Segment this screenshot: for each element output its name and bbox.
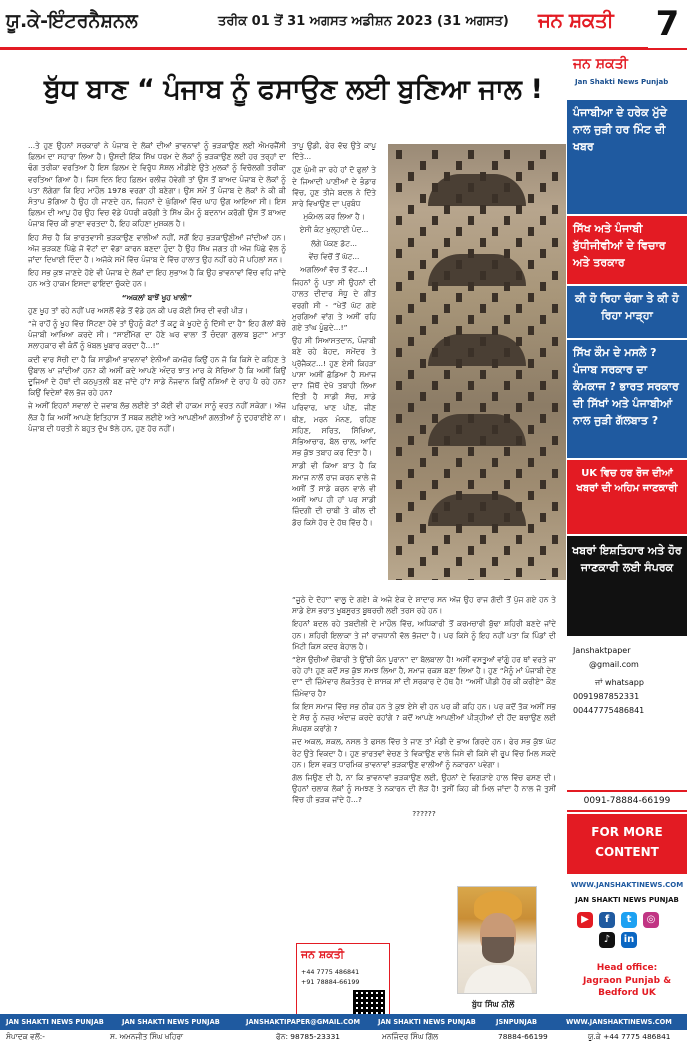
image-arch (428, 414, 526, 446)
whatsapp-label: ਜਾਂ whatsapp (595, 678, 644, 687)
article-paragraph: ...ਤੇ ਹੁਣ ਉਹਨਾਂ ਸਰਕਾਰਾਂ ਨੇ ਪੰਜਾਬ ਦੇ ਲੋਕਾਂ ਦੀਆਂ ਭਾਵਨਾਵਾਂ ਨੂੰ ਭੜਕਾਉਣ ਲਈ ਐਮਰਜੈਂਸੀ ਫ਼ਿਲਮ ਦਾ ਸਹਾਰਾ ਲਿਆ ਹੈ। ਉਸਦੀ ਇੱਕ ਸਿੱਖ ਧਰਮ ਦੇ ਲੋਕਾਂ ਨੂੰ ਭੜਕਾਉਣ ਲਈ ਹਰ ਤਰ੍ਹਾਂ ਦਾ ਢੰਗ ਤਰੀਕਾ ਵਰਤਿਆ ਹੈ ਇਸ ਫ਼ਿਲਮ ਦੇ ਵਿਰੁੱਧ ਸੋਸ਼ਲ ਮੀਡੀਏ ਉਤੇ ਮੁਲਕਾਂ ਨੂੰ ਵਿਚੋਲਗੀ ਤਰੀਕਾ ਵਰਤਿਆ ਗਿਆ ਹੈ। ਜਿਸ ਦਿਨ ਇਹ ਫ਼ਿਲਮ ਰਲੀਜ਼ ਹੋਵੇਗੀ ਤਾਂ ਉਸ ਤੋਂ ਬਾਅਦ ਪੰਜਾਬ ਦੇ ਲੋਕਾਂ ਨੂੰ ਪਤਾ ਲੱਗੇਗਾ ਕਿ ਇਹ ਮਾਹੌਲ 1978 ਵਰਗਾ ਹੀ ਬਣੇਗਾ। ਉਸ ਸਮੇਂ ਤੋਂ ਪੰਜਾਬ ਦੇ ਲੋਕਾਂ ਨੇ ਕੀ ਕੀ ਸੰਤਾਪ ਭੋਗਿਆ ਹੈ ਉਹ ਹੀ ਜਾਣਦੇ ਹਨ, ਜਿਹਨਾਂ ਦੇ ਘੁੱਗਿਆਂ ਵਿੱਚ ਘਾਹ ਉਗ ਆਇਆ ਸੀ। ਇਸ ਫ਼ਿਲਮ ਦੀ ਆਪੂ ਹੋਰ ਉਹ ਵਿਚ ਵੱਡੇ ਪੱਧਰੀ ਕਰੋਗੀ ਤੇ ਸਿੱਖ ਕੌਮ ਨੂੰ ਬਦਨਾਮ ਕਰੋਗੀ ਉਸ ਤੋਂ ਬਾਅਦ ਪੰਜਾਬ ਵਿੱਚ ਕੀ ਭਾਣਾ ਵਰਤਦਾ ਹੈ, ਇਹ ਕਹਿਣਾ ਮੁਸ਼ਕਲ ਹੈ। (28, 141, 286, 229)
stepwell-niche (420, 161, 426, 170)
sidebar-block-good-bad: ਕੀ ਹੋ ਰਿਹਾ ਚੰਗਾ ਤੇ ਕੀ ਹੋ ਰਿਹਾ ਮਾੜ੍ਹਾ (567, 286, 687, 338)
author-photo (457, 886, 537, 994)
linkedin-icon[interactable]: in (621, 932, 637, 948)
stepwell-niche (444, 436, 450, 445)
stepwell-niche (456, 227, 462, 236)
stepwell-niche (444, 370, 450, 379)
stepwell-niche (444, 238, 450, 247)
youtube-icon[interactable]: ▶ (577, 912, 593, 928)
stepwell-niche (444, 304, 450, 313)
article-paragraph: ਜਿਹਨਾਂ ਨੂੰ ਪਤਾ ਸੀ ਉਹਨਾਂ ਦੀ ਹਾਲਤ ਦੀਦਾਰ ਸੰਧੂ ਦੇ ਗੀਤ ਵਰਗੀ ਸੀ - “ਖੇਤੋਂ ਘੱਟ ਗਏ ਮੁਰਗਿਆਂ ਵਾਂਗ ਤੇ ਅਸੀਂ ਰਹਿ ਗਏ ਤਾਂਘ ਪੂੰਛਦੇ...!” (292, 278, 376, 333)
stepwell-niche (480, 238, 486, 247)
article-paragraph: ਕਿ ਇਸ ਸਮਾਜ ਵਿੱਚ ਸਭ ਠੀਕ ਹਨ ਤੇ ਕੁਝ ਏਸੇ ਵੀ ਹਨ ਪਰ ਕੀ ਕਹਿ ਹਨ। ਪਰ ਕਦੋਂ ਤੱਕ ਅਸੀਂ ਸਭ ਦੇ ਸੱਚ ਨੂੰ ਨਜ਼ਰ ਅੰਦਾਜ਼ ਕਰਦੇ ਰਹਾਂਗੇ ? ਕਦੋਂ ਆਪਣੇ ਆਪਣੀਆਂ ਪੀੜ੍ਹੀਆਂ ਦੀ ਹੋਂਦ ਬਚਾਉਣ ਲਈ ਸੰਘਰਸ਼ ਕਰਾਂਗੇ ? (292, 701, 556, 734)
article-paragraph: ਹੁਣ ਖੂਹ ਤਾਂ ਰਹੇ ਨਹੀਂ ਪਰ ਅਸਲੋਂ ਵੱਡੇ ਤੋਂ ਵੱਡੇ ਹਨ ਕੀ ਪਰ ਕੋਈ ਸਿਰ ਦੀ ਵਰੀ ਪੀੜ। (28, 305, 248, 315)
stepwell-niche (492, 161, 498, 170)
stepwell-niche (528, 557, 534, 566)
stepwell-niche (528, 524, 534, 533)
editor-name: ਸ. ਅਮਨਜੀਤ ਸਿੰਘ ਖਹਿਰਾ (110, 1032, 184, 1041)
stepwell-niche (504, 381, 510, 390)
stepwell-niche (552, 502, 558, 511)
stepwell-niche (540, 348, 546, 357)
ad-line: +91 78884-66199 (301, 978, 360, 986)
facebook-icon[interactable]: f (599, 912, 615, 928)
stepwell-niche (468, 480, 474, 489)
stepwell-niche (456, 557, 462, 566)
tiktok-icon[interactable]: ♪ (599, 932, 615, 948)
edition-date: ਤਰੀਕ 01 ਤੋਂ 31 ਅਗਸਤ ਅਡੀਸ਼ਨ 2023 (31 ਅਗਸਤ) (218, 14, 509, 29)
stepwell-niche (540, 315, 546, 324)
masthead-logo: ਜਨ ਸ਼ਕਤੀ (538, 8, 614, 32)
stepwell-niche (468, 249, 474, 258)
stepwell-niche (432, 546, 438, 555)
stepwell-niche (396, 249, 402, 258)
twitter-icon[interactable]: t (621, 912, 637, 928)
footer-link-youtube[interactable]: JAN SHAKTI NEWS PUNJAB (6, 1018, 104, 1026)
stepwell-niche (504, 282, 510, 291)
social-icons (577, 912, 677, 952)
article-verse: ਮੁਕੰਮਲ ਕਰ ਲਿਆ ਹੈ। (303, 212, 365, 222)
stepwell-niche (468, 216, 474, 225)
stepwell-niche (420, 194, 426, 203)
manager-phone: 78884-66199 (498, 1032, 548, 1041)
stepwell-niche (456, 161, 462, 170)
stepwell-niche (492, 491, 498, 500)
stepwell-niche (504, 348, 510, 357)
manager-name: ਮਨਜਿੰਦਰ ਸਿੰਘ ਗਿੱਲ (382, 1032, 439, 1041)
stepwell-niche (408, 172, 414, 181)
stepwell-niche (420, 557, 426, 566)
stepwell-niche (420, 524, 426, 533)
stepwell-niche (504, 150, 510, 159)
stepwell-niche (504, 183, 510, 192)
stepwell-niche (480, 403, 486, 412)
stepwell-niche (480, 304, 486, 313)
stepwell-niche (528, 227, 534, 236)
stepwell-niche (456, 260, 462, 269)
stepwell-niche (468, 546, 474, 555)
stepwell-niche (408, 436, 414, 445)
stepwell-niche (468, 315, 474, 324)
stepwell-niche (396, 414, 402, 423)
article-verse: ਲੱਗੇ ਪੱਕਣ ਡੱਟ... (310, 238, 358, 248)
page-header (0, 0, 687, 50)
stepwell-niche (528, 293, 534, 302)
stepwell-niche (468, 579, 474, 580)
stepwell-niche (492, 557, 498, 566)
website-link[interactable]: WWW.JANSHAKTINEWS.COM (570, 881, 684, 889)
stepwell-niche (540, 150, 546, 159)
stepwell-niche (408, 568, 414, 577)
whatsapp-number[interactable]: 00447775486841 (573, 706, 645, 715)
stepwell-niche (516, 304, 522, 313)
ad-line: +44 7775 486841 (301, 968, 360, 976)
stepwell-niche (420, 359, 426, 368)
stepwell-niche (468, 150, 474, 159)
stepwell-niche (396, 546, 402, 555)
sidebar-block-uk-news: UK ਵਿਚ ਹਰ ਰੋਜ ਦੀਆਂ ਖਬਰਾਂ ਦੀ ਅਹਿਮ ਜਾਣਕਾਰੀ (567, 460, 687, 534)
stepwell-niche (552, 535, 558, 544)
stepwell-niche (480, 568, 486, 577)
stepwell-niche (528, 260, 534, 269)
stepwell-niche (420, 260, 426, 269)
page-footer (0, 1014, 687, 1043)
stepwell-niche (504, 315, 510, 324)
article-verse: ਅਗਲਿਆਂ ਵੱਚ ਤੋਂ ਵੱਟ...! (300, 265, 368, 275)
stepwell-niche (552, 271, 558, 280)
stepwell-niche (468, 282, 474, 291)
stepwell-niche (528, 326, 534, 335)
stepwell-niche (492, 524, 498, 533)
article-end-marker: ?????? (412, 808, 436, 818)
footer-info (0, 1030, 687, 1043)
stepwell-niche (432, 315, 438, 324)
stepwell-niche (468, 414, 474, 423)
sidebar-logo-box (567, 52, 687, 96)
stepwell-niche (468, 513, 474, 522)
sidebar-block-issues: ਸਿੱਖ ਕੌਮ ਦੇ ਮਸਲੇ ? ਪੰਜਾਬ ਸਰਕਾਰ ਦਾ ਕੰਮਕਾਜ ? ਭਾਰਤ ਸਰਕਾਰ ਦੀ ਸਿੱਖਾਂ ਅਤੇ ਪੰਜਾਬੀਆਂ ਨਾਲ ਜੁੜੀ ਗੱਲਬਾਤ ? (567, 340, 687, 458)
article-paragraph: ਇਹ ਸੱਚ ਹੈ ਕਿ ਭਾਰਤਵਾਸੀ ਭੜਕਾਉਣ ਵਾਲੀਆਂ ਨਹੀਂ, ਸਗੋਂ ਇਹ ਭੜਕਾਉਣੀਆਂ ਜਾਂਦੀਆਂ ਹਨ। ਅੱਜ ਭੜਕਣ ਪਿੱਛੇ ਜੋ ਵੋਟਾਂ ਦਾ ਵੱਡਾ ਕਾਰਨ ਬਣਦਾ ਹੁੰਦਾ ਹੈ ਉਹ ਸਿੱਖ ਜਗਤ ਹੀ ਅੱਜ ਪਿੱਛੇ ਵੱਲ ਨੂੰ ਜਾਂਦਾ ਦਿਖਾਈ ਦਿੰਦਾ ਹੈ। ਅਜੋਕੇ ਸਮੇਂ ਵਿੱਚ ਪੰਜਾਬ ਦੇ ਵਿੱਚ ਹਾਲਾਤ ਉਹ ਨਹੀਂ ਰਹੇ ਜੋ ਪਹਿਲਾਂ ਸਨ। (28, 232, 286, 265)
sidebar-block-opinions: ਸਿੱਖ ਅਤੇ ਪੰਜਾਬੀ ਬੁੱਧੀਜੀਵੀਆਂ ਦੇ ਵਿਚਾਰ ਅਤੇ ਤਰਕਾਰ (567, 216, 687, 284)
social-label: JAN SHAKTI NEWS PUNJAB (575, 896, 679, 904)
stepwell-niche (408, 238, 414, 247)
stepwell-niche (540, 579, 546, 580)
stepwell-niche (444, 502, 450, 511)
stepwell-niche (540, 249, 546, 258)
stepwell-niche (504, 447, 510, 456)
image-arch (428, 254, 526, 286)
contact-email-domain[interactable]: @gmail.com (589, 660, 639, 669)
stepwell-niche (480, 370, 486, 379)
stepwell-niche (432, 381, 438, 390)
stepwell-niche (408, 370, 414, 379)
footer-link-instagram[interactable]: JSNPUNJAB (496, 1018, 538, 1026)
stepwell-niche (480, 436, 486, 445)
article-paragraph: “ਜੂਠੇ ਦੇ ਦੋਹਾ” ਵਾਲੂ ਦੇ ਗਏ! ਕੇ ਅਜੇ ਏਕ ਦੇ ਸ਼ਾਦਾਰ ਸਨ ਅੱਜ ਉਹ ਰਾਜ ਗੱਦੀ ਤੋਂ ਪੁੱਜ ਗਏ ਹਨ ਤੇ ਸਾਡੇ ਏਸ ਭਰਾਤ ਖੂਬਸੂਰਤ ਬੂਥਰਚੀ ਲਈ ਤਰਸ ਰਹੇ ਹਨ। (292, 595, 556, 616)
stepwell-niche (456, 524, 462, 533)
author-shirt (464, 965, 532, 994)
stepwell-niche (396, 150, 402, 159)
stepwell-niche (552, 205, 558, 214)
article-paragraph: ਹੁਣ ਘੁੰਮੀ ਜਾ ਰਹੇ ਹਾਂ ਦੋ ਫੁਲਾਂ ਤੇ ਦੇ ਜਿਆਦੀ ਪਾਣੀਆਂ ਦੇ ਭੰਡਾਰ ਵਿੱਚ, ਹੁਣ ਤੀਜੇ ਬਦਲ ਨੇ ਦਿੱਤੇ ਸਾਰੇ ਵਿਖਾਉਣ ਦਾ ਪ੍ਰਬੰਧ (292, 165, 376, 209)
stepwell-niche (480, 205, 486, 214)
footer-link-email[interactable]: JANSHAKTIPAPER@GMAIL.COM (246, 1018, 361, 1026)
sidebar-logo: ਜਨ ਸ਼ਕਤੀ (573, 56, 628, 72)
stepwell-niche (492, 458, 498, 467)
instagram-icon[interactable]: ◎ (643, 912, 659, 928)
stepwell-niche (540, 480, 546, 489)
stepwell-niche (396, 579, 402, 580)
stepwell-niche (492, 326, 498, 335)
stepwell-niche (516, 568, 522, 577)
stepwell-niche (516, 238, 522, 247)
stepwell-niche (540, 513, 546, 522)
stepwell-niche (408, 469, 414, 478)
stepwell-niche (492, 293, 498, 302)
stepwell-niche (456, 491, 462, 500)
stepwell-niche (540, 381, 546, 390)
footer-links (0, 1016, 687, 1030)
stepwell-niche (456, 425, 462, 434)
stepwell-niche (456, 359, 462, 368)
article-paragraph: ਸਾਡੀ ਵੀ ਕਿਆ ਬਾਤ ਹੈ ਕਿ ਸਮਾਜ ਨਾਲੋਂ ਰਾਜ ਕਰਨ ਵਾਲੇ ਜੋ ਅਸੀਂ ਤੋਂ ਸਾਡੇ ਕਰਨ ਵਾਲੇ ਵੀ ਅਸੀਂ ਆਪ ਹੀ ਹਾਂ ਪਰ ਸਾਡੀ ਜ਼ਿੰਦਗੀ ਦੀ ਚਾਬੀ ਤੇ ਕੀਲ ਦੀ ਡੋਰ ਕਿਸੇ ਹੋਰ ਦੇ ਹੱਥ ਵਿੱਚ ਹੈ। (292, 461, 376, 527)
stepwell-niche (432, 282, 438, 291)
stepwell-niche (516, 436, 522, 445)
stepwell-niche (444, 469, 450, 478)
stepwell-niche (516, 172, 522, 181)
uk-phone: ਯੂ.ਕੇ +44 7775 486841 (588, 1032, 671, 1041)
sidebar-block-contact: ਖਬਰਾਂ ਇਸ਼ਤਿਹਾਰ ਅਤੇ ਹੋਰ ਜਾਣਕਾਰੀ ਲਈ ਸੰਪਰਕ (567, 536, 687, 636)
stepwell-niche (444, 568, 450, 577)
stepwell-niche (516, 271, 522, 280)
stepwell-niche (552, 304, 558, 313)
stepwell-niche (408, 535, 414, 544)
stepwell-niche (516, 535, 522, 544)
article-paragraph: “ਜੇ ਰਾਹੋਂ ਨੂੰ ਖੂਹ ਵਿੱਚ ਸਿੱਟਣਾ ਹੋਵੇ ਤਾਂ ਉਹਨੂੰ ਕੋਟਾਂ ਤੋਂ ਕਟੂ ਕੇ ਖੂਹਦੇ ਨੂੰ ਦਿੱਸੀ ਦਾ ਹੈ” ਇਹ ਗੱਲਾਂ ਬੱਚੇ ਪੰਜਾਬੀ ਆਖਿਆ ਕਰਦੇ ਸੀ। “ਸਾਈਂਮੋਗ ਦਾ ਹੋਣੇ ਘਰ ਵਾਲਾ ਤੋਂ ਚੰਦਗਾ ਗੁਲਾਬ ਬੂਟਾ” ਮਾਤਾ ਸਲਾਹਕਾਰ ਵੀ ਕੰਨੋਂ ਨੂੰ ਖੱਬਲ ਖੂਬਾਰ ਕਰਦਾ ਹੈ...!” (28, 319, 286, 351)
image-arch (428, 494, 526, 526)
stepwell-niche (420, 293, 426, 302)
sidebar (567, 52, 687, 1014)
stepwell-niche (396, 348, 402, 357)
stepwell-niche (480, 535, 486, 544)
article-paragraph: ਇਹਨਾਂ ਬਦਲ ਰਹੇ ਤਬਦੀਲੀ ਦੇ ਮਾਹੌਲ ਵਿੱਚ, ਅਧਿਕਾਰੀ ਤੋਂ ਕਰਮਚਾਰੀ ਬੁੱਢਾ ਸ਼ਹਿਰੀ ਬਣਦੇ ਜਾਂਦੇ ਹਨ। ਸ਼ਹਿਰੀ ਇਲਾਕਾ ਤੇ ਜਾਂ ਰਾਜਧਾਨੀ ਵੱਲ ਭੱਜਦਾ ਹੈ। ਪਰ ਕਿਸੇ ਨੂੰ ਇਹ ਨਹੀਂ ਪਤਾ ਕਿ ਪਿੰਡਾਂ ਦੀ ਮਿੱਟੀ ਕਿਸ ਕਦਰ ਬੇਹਾਲ ਹੈ। (292, 619, 556, 651)
stepwell-niche (540, 282, 546, 291)
author-name: ਬੁੱਧ ਸਿੰਘ ਨੀਲੋਂ (472, 1000, 515, 1009)
stepwell-niche (552, 436, 558, 445)
footer-link-twitter[interactable]: JAN SHAKTI NEWS PUNJAB (378, 1018, 476, 1026)
stepwell-niche (444, 337, 450, 346)
article-paragraph: ਇਹ ਸਭ ਕੁਝ ਜਾਣਦੇ ਹੋਏ ਵੀ ਪੰਜਾਬ ਦੇ ਲੋਕਾਂ ਦਾ ਇਹ ਸੁਭਾਅ ਹੈ ਕਿ ਉਹ ਭਾਵਨਾਵਾਂ ਵਿੱਚ ਵਹਿ ਜਾਂਦੇ ਹਨ ਅਤੇ ਹਾਕਮ ਇਸਦਾ ਫਾਇਦਾ ਚੁੱਕਦੇ ਹਨ। (28, 268, 286, 289)
stepwell-niche (432, 480, 438, 489)
article-paragraph: ਗੱਲ ਜਿਉਣ ਦੀ ਹੈ, ਨਾ ਕਿ ਭਾਵਨਾਵਾਂ ਭੜਕਾਉਣ ਲਈ, ਉਹਨਾਂ ਦੇ ਵਿਗੜਾਏ ਹਾਲ ਵਿੱਚ ਫਸਣ ਦੀ। ਉਹਨਾਂ ਚਲਾਕ ਲੋਕਾਂ ਨੂੰ ਸਮਝਣ ਤੇ ਨਕਾਰਨ ਦੀ ਲੋੜ ਹੈ! ਤੁਸੀਂ ਕਿਹ ਕੀ ਮਿਲ ਜਾਂਦਾ ਹੈ ਨਾਲ ਜੋ ਤੁਸੀਂ ਵਿੱਚ ਹੀ ਭੜਕ ਜਾਂਦੇ ਹੋ...? (292, 773, 556, 805)
sidebar-block-news: ਪੰਜਾਬੀਆ ਦੇ ਹਰੇਕ ਮੁੱਦੇ ਨਾਲ ਜੁੜੀ ਹਰ ਮਿੰਟ ਦੀ ਖਬਰ (567, 100, 687, 214)
image-arch (428, 334, 526, 366)
stepwell-niche (552, 403, 558, 412)
stepwell-niche (504, 579, 510, 580)
stepwell-niche (396, 447, 402, 456)
stepwell-niche (456, 326, 462, 335)
editor-label: ਸੰਪਾਦਕ ਵਲੋਂ:- (6, 1032, 45, 1041)
stepwell-niche (552, 337, 558, 346)
stepwell-niche (408, 337, 414, 346)
stepwell-niche (528, 359, 534, 368)
article-column-1 (28, 140, 286, 990)
whatsapp-number[interactable]: 0091987852331 (573, 692, 640, 701)
stepwell-niche (468, 183, 474, 192)
stepwell-niche (420, 491, 426, 500)
stepwell-niche (480, 172, 486, 181)
stepwell-niche (516, 502, 522, 511)
stepwell-niche (396, 480, 402, 489)
stepwell-niche (504, 249, 510, 258)
stepwell-niche (456, 458, 462, 467)
stepwell-niche (540, 414, 546, 423)
stepwell-niche (528, 161, 534, 170)
stepwell-niche (516, 337, 522, 346)
stepwell-niche (504, 480, 510, 489)
stepwell-niche (480, 502, 486, 511)
stepwell-niche (504, 216, 510, 225)
image-arch (428, 174, 526, 206)
article-verse: ਏਸੀ ਕੰਟ ਖੁਲ੍ਹਾਈ ਪੰਦ... (299, 225, 369, 235)
article-image-stepwell (388, 144, 566, 580)
stepwell-niche (444, 535, 450, 544)
stepwell-niche (444, 271, 450, 280)
article-paragraph: ਜਦ ਅਕਲ, ਸ਼ਕਲ, ਨਸਲ ਤੇ ਫਸਲ ਵਿੱਚ ਤੇ ਜਾਣ ਤਾਂ ਮੰਡੀ ਦੇ ਭਾਅ ਗਿਰਦੇ ਹਨ। ਫੇਰ ਸਭ ਕੁੱਝ ਘੱਟ ਰੇਟ ਉਤੇ ਵਿਕਦਾ ਹੈ। ਹੁਣ ਭਾਰਤਵਾਂ ਵੇਚਣ ਤੇ ਵਿਕਾਉਣ ਵਾਲੇ ਜਿਸੇ ਵੀ ਕਿਸੇ ਵੀ ਰੂਪ ਵਿੱਚ ਮਿਲ ਸਕਦੇ ਹਨ। ਇਸ ਵਕਤ ਧਾਰਮਿਕ ਭਾਵਨਾਵਾਂ ਭੜਕਾਉਣ ਵਾਲੀਆਂ ਨੂੰ ਨਕਾਰਨਾ ਪਵੇਗਾ। (292, 737, 556, 769)
stepwell-niche (420, 392, 426, 401)
stepwell-niche (504, 513, 510, 522)
stepwell-niche (432, 249, 438, 258)
stepwell-niche (432, 579, 438, 580)
stepwell-niche (444, 403, 450, 412)
more-content-button[interactable]: FOR MORE CONTENT (567, 814, 687, 874)
stepwell-niche (528, 425, 534, 434)
head-office-label: Head office: (596, 963, 658, 973)
stepwell-niche (516, 469, 522, 478)
stepwell-niche (432, 150, 438, 159)
stepwell-niche (420, 458, 426, 467)
stepwell-niche (468, 447, 474, 456)
stepwell-niche (408, 271, 414, 280)
stepwell-niche (396, 381, 402, 390)
stepwell-niche (456, 194, 462, 203)
stepwell-niche (504, 414, 510, 423)
stepwell-niche (396, 183, 402, 192)
stepwell-niche (468, 381, 474, 390)
stepwell-niche (492, 392, 498, 401)
article-paragraph: ਕਦੀ ਵਾਰ ਸੋਚੀ ਦਾ ਹੈ ਕਿ ਸਾਡੀਆਂ ਭਾਵਨਾਵਾਂ ਏਨੀਆਂ ਕਮਜ਼ੋਰ ਕਿਉਂ ਹਨ ਜੋ ਕਿ ਕਿਸੇ ਦੇ ਕਹਿਣ ਤੇ ਉਬਾਲ ਖਾ ਜਾਂਦੀਆਂ ਹਨ? ਕੀ ਅਸੀਂ ਕਦੇ ਆਪਣੇ ਅੰਦਰ ਝਾਤ ਮਾਰ ਕੇ ਸੋਚਿਆ ਹੈ ਕਿ ਅਸੀਂ ਕਿਉਂ ਦੂਜਿਆਂ ਦੇ ਹੱਥਾਂ ਦੀ ਕਠਪੁਤਲੀ ਬਣ ਜਾਂਦੇ ਹਾਂ? ਸਾਡੇ ਨੌਜਵਾਨ ਕਿਉਂ ਨਸ਼ਿਆਂ ਦੇ ਰਾਹ ਪੈ ਰਹੇ ਹਨ? ਕਿਉਂ ਵਿਦੇਸ਼ਾਂ ਵੱਲ ਭੱਜ ਰਹੇ ਹਨ? (28, 354, 286, 398)
page-number: 7 (648, 0, 687, 48)
contact-email[interactable]: Janshaktpaper (573, 646, 631, 655)
stepwell-niche (528, 491, 534, 500)
stepwell-niche (408, 304, 414, 313)
stepwell-niche (528, 458, 534, 467)
footer-link-facebook[interactable]: JAN SHAKTI NEWS PUNJAB (122, 1018, 220, 1026)
stepwell-niche (540, 447, 546, 456)
footer-link-website[interactable]: WWW.JANSHAKTINEWS.COM (566, 1018, 672, 1026)
stepwell-niche (480, 469, 486, 478)
stepwell-niche (552, 172, 558, 181)
stepwell-niche (420, 326, 426, 335)
stepwell-niche (480, 271, 486, 280)
stepwell-niche (504, 546, 510, 555)
stepwell-niche (420, 227, 426, 236)
section-title: ਯੂ.ਕੇ-ਇੰਟਰਨੈਸ਼ਨਲ (6, 10, 138, 32)
stepwell-niche (456, 293, 462, 302)
article-paragraph: ਤਾਪੂ ਉਡੀ, ਫੇਰ ਵੱਢ ਉਤੇ ਕਾਪੂ ਦਿੱਤੇ... (292, 141, 376, 162)
article-paragraph: ਜੇ ਅਸੀਂ ਇਹਨਾਂ ਸਵਾਲਾਂ ਦੇ ਜਵਾਬ ਲੱਭ ਲਈਏ ਤਾਂ ਕੋਈ ਵੀ ਹਾਕਮ ਸਾਨੂੰ ਵਰਤ ਨਹੀਂ ਸਕੇਗਾ। ਅੱਜ ਲੋੜ ਹੈ ਕਿ ਅਸੀਂ ਆਪਣੇ ਇਤਿਹਾਸ ਤੋਂ ਸਬਕ ਲਈਏ ਅਤੇ ਆਪਣੀਆਂ ਗਲਤੀਆਂ ਨੂੰ ਦੁਹਰਾਈਏ ਨਾ। ਪੰਜਾਬ ਦੀ ਧਰਤੀ ਨੇ ਬਹੁਤ ਦੁੱਖ ਝੱਲੇ ਹਨ, ਹੁਣ ਹੋਰ ਨਹੀਂ। (28, 401, 286, 433)
head-office-address: Jagraon Punjab & Bedford UK (582, 976, 672, 998)
stepwell-niche (552, 568, 558, 577)
stepwell-niche (516, 205, 522, 214)
stepwell-niche (444, 205, 450, 214)
stepwell-niche (492, 260, 498, 269)
article-headline: ਬੁੱਧ ਬਾਣ “ ਪੰਜਾਬ ਨੂੰ ਫਸਾਉਣ ਲਈ ਬੁਣਿਆ ਜਾਲ ! (44, 74, 543, 105)
stepwell-niche (468, 348, 474, 357)
stepwell-niche (420, 425, 426, 434)
stepwell-niche (396, 216, 402, 225)
stepwell-niche (432, 447, 438, 456)
stepwell-niche (492, 359, 498, 368)
article-quote: “ਅਕਲਾਂ ਬਾਝੋਂ ਖੂਹ ਖਾਲੀ” (121, 292, 193, 302)
stepwell-niche (516, 370, 522, 379)
stepwell-niche (408, 205, 414, 214)
article-paragraph: ਉਹ ਸੀ ਸਿਆਸਤਦਾਨ, ਪੰਜਾਬੀ ਬਣੇ ਰਹੇ ਬੇਹਦ, ਸਮੇਂਦਰ ਤੇ ਪ੍ਰੋਜੈਕਟ...! ਹੁਣ ਏਸੀ ਕਿਹੜਾ ਪਾਸਾ ਅਸੀਂ ਛੱਡਿਆ ਹੈ ਸਮਾਜ ਦਾ? ਜਿੱਥੋਂ ਦੇਖੋ ਤਬਾਹੀ ਲਿਆ ਦਿੱਤੀ ਹੈ ਸਾਡੀ ਸੋਚ, ਸਾਡੇ ਪਰਿਵਾਰ, ਖਾਣ ਪੀਣ, ਜੀਣ ਥੀਣ, ਮਰਨ ਮੰਨਣ, ਰਹਿਣ ਸਹਿਣ, ਸਰਿਤ, ਸਿੱਖਿਆ, ਸੱਭਿਆਚਾਰ, ਬੋਲ ਚਾਲ, ਆਦਿ ਸਭ ਕੁੱਝ ਤਬਾਹ ਕਰ ਦਿੱਤਾ ਹੈ। (292, 336, 376, 458)
stepwell-niche (492, 227, 498, 236)
stepwell-niche (540, 216, 546, 225)
contact-phone[interactable]: 0091-78884-66199 (567, 790, 687, 812)
stepwell-niche (408, 403, 414, 412)
stepwell-niche (432, 513, 438, 522)
stepwell-niche (540, 183, 546, 192)
stepwell-niche (552, 238, 558, 247)
ad-logo: ਜਨ ਸ਼ਕਤੀ (301, 948, 345, 961)
sidebar-contact-info (567, 638, 687, 788)
stepwell-niche (432, 216, 438, 225)
editor-phone: ਫੋਨ: 98785-23331 (276, 1032, 340, 1041)
article-verse: ਵੇਂਚ ਵਿਚੋਂ ਤੋਂ ਘੱਟ... (308, 251, 360, 261)
stepwell-niche (552, 469, 558, 478)
stepwell-niche (396, 282, 402, 291)
stepwell-niche (552, 370, 558, 379)
stepwell-niche (492, 425, 498, 434)
stepwell-niche (432, 183, 438, 192)
stepwell-niche (516, 403, 522, 412)
article-paragraph: “ਏਸ ਉਚੀਆਂ ਚੌਬਾਰੀ ਤੇ ਉੱਚੀ ਕੰਨ ਪੂਰਾਨ” ਦਾ ਬੋਲਬਾਲਾ ਹੈ! ਅਸੀਂ ਵਸਤੂਆਂ ਵਾਂਗੂੰ ਹਰ ਥਾਂ ਵਰਤੇ ਜਾ ਰਹੇ ਹਾਂ! ਹੁਣ ਕਦੋਂ ਸਭ ਕੁੱਝ ਸਮਝ ਲਿਆ ਹੈ, ਸਮਾਜ ਰਕਸ਼ ਬਣਾ ਲਿਆ ਹੈ। ਹੁਣ “ਮੈਨੂੰ ਮਾਂ ਪੰਜਾਬੀ ਦੇਣ ਦਾ” ਦੀ ਜ਼ਿੰਮੇਵਾਰ ਲੋਕਤੰਤਰ ਦੇ ਸ਼ਾਸਕ ਸਾਂ ਦੀ ਸਰਕਾਰ ਦੇ ਹੱਥ ਹੈ! “ਅਸੀਂ ਪੀਡੀ ਹੋਰ ਕੀ ਕਰੀਏ” ਕੌਣ ਜ਼ਿੰਮੇਵਾਰ ਹੈ? (292, 655, 556, 698)
stepwell-niche (492, 194, 498, 203)
author-beard (482, 937, 514, 963)
stepwell-niche (396, 513, 402, 522)
stepwell-niche (396, 315, 402, 324)
stepwell-niche (528, 194, 534, 203)
stepwell-niche (480, 337, 486, 346)
stepwell-niche (408, 502, 414, 511)
stepwell-niche (432, 348, 438, 357)
stepwell-niche (456, 392, 462, 401)
stepwell-niche (444, 172, 450, 181)
sidebar-logo-subtitle: Jan Shakti News Punjab (575, 78, 669, 86)
stepwell-niche (528, 392, 534, 401)
stepwell-niche (432, 414, 438, 423)
stepwell-niche (540, 546, 546, 555)
